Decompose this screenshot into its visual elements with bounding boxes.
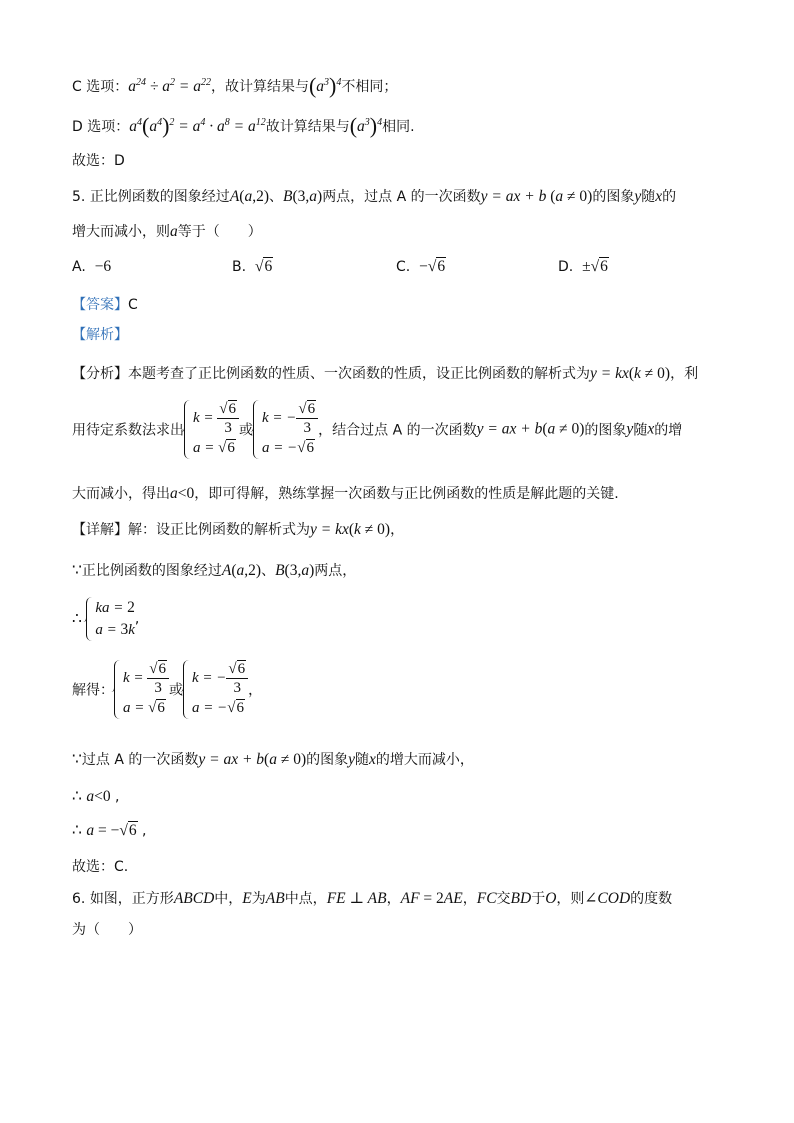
text: 的图象 <box>584 422 627 439</box>
detail-line5: ∴ a = −√6 , <box>72 822 147 839</box>
math-var: E <box>242 890 252 907</box>
text: 正比例函数的图象经过 <box>89 189 230 205</box>
question-number: 5. <box>72 189 86 205</box>
answer-line <box>72 295 138 315</box>
text: ， <box>390 522 405 538</box>
option-value: −6 <box>94 258 112 275</box>
math-expr: y = ax + b (a ≠ 0) <box>480 188 593 205</box>
text: 的图象 <box>592 189 635 205</box>
math-expr: $(a^3)^4$ <box>308 73 342 98</box>
math-expr: y = kx(k ≠ 0) <box>590 365 671 382</box>
math-expr: $a^4(a^4)^2 = a^4 \cdot a^8 = a^{12}$ <box>129 113 266 138</box>
text: 等于（ ） <box>177 224 262 240</box>
comma: , <box>134 611 140 627</box>
text: ， <box>462 891 477 907</box>
math-var: O <box>545 890 557 907</box>
text: 的增 <box>654 422 683 439</box>
or-text: 或 <box>169 682 184 699</box>
detail-line1 <box>72 520 404 540</box>
math-var: x <box>647 420 655 438</box>
math-var: y <box>626 420 634 438</box>
fenxi-line3 <box>72 484 619 504</box>
math-var: y <box>348 751 356 768</box>
option-c: C. −√6 <box>396 258 446 275</box>
detail-system <box>72 597 139 641</box>
text: 如图，正方形 <box>89 891 174 907</box>
option-letter: D. <box>558 259 574 275</box>
option-letter: C. <box>396 259 411 275</box>
text: 两点，过点 A 的一次函数 <box>322 189 481 205</box>
text: 相同. <box>382 119 415 135</box>
fenxi-tag: 【分析】 <box>72 366 128 382</box>
option-a <box>72 258 111 276</box>
question-5-line1: 5. 正比例函数的图象经过A(a,2)、B(3,a)两点，过点 A 的一次函数y = ax + b (a ≠ 0)的图象y随x的 <box>72 188 677 205</box>
text: ，故计算结果与 <box>210 79 309 95</box>
text: 随 <box>641 189 656 205</box>
option-d-label: D 选项： <box>72 119 130 135</box>
text: 两点， <box>314 563 357 579</box>
text: ，即可得解，熟练掌握一次函数与正比例函数的性质是解此题的关键. <box>194 486 619 502</box>
text: ，则 <box>556 891 585 907</box>
therefore-symbol: ∴ <box>72 822 82 839</box>
detail-final: 故选：C. <box>72 859 129 875</box>
math-var: AB <box>265 890 285 907</box>
option-letter: A. <box>72 259 86 275</box>
math-expr: y = ax + b(a ≠ 0) <box>476 420 585 438</box>
detail-line3 <box>72 750 474 770</box>
text: 解得： <box>72 682 114 699</box>
text: 的度数 <box>630 891 673 907</box>
math-expr: A(a,2) <box>221 562 262 579</box>
math-var: ABCD <box>173 890 215 907</box>
option-d: D. ±√6 <box>558 258 608 275</box>
text: 的增大而减小， <box>375 752 474 768</box>
text: 为 <box>251 891 266 907</box>
text: 故计算结果与 <box>265 119 350 135</box>
math-var: a <box>170 223 178 240</box>
math-expr: a = −√6 <box>86 822 137 839</box>
answer-tag: 【答案】 <box>72 297 128 313</box>
text: ，结合过点 A 的一次函数 <box>318 422 477 439</box>
analysis-tag: 【解析】 <box>72 327 128 343</box>
text: 中点， <box>284 891 327 907</box>
detail-solve <box>72 660 262 719</box>
equation-system: k = − $\frac{√6}{3}$ a = −√6 <box>183 660 248 719</box>
question-6-line2: 为（ ） <box>72 922 142 938</box>
because-symbol: ∵ <box>72 751 82 768</box>
therefore-symbol: ∴ <box>72 610 82 628</box>
because-symbol: ∵ <box>72 562 82 579</box>
equation-system: k = $\frac{√6}{3}$ a = √6 <box>184 400 239 459</box>
detail-line4: ∴ a<0 , <box>72 788 120 805</box>
option-d-line <box>72 113 415 138</box>
text: 解：设正比例函数的解析式为 <box>128 522 310 538</box>
math-expr: $a^{24} \div a^2 = a^{22}$ <box>128 77 211 95</box>
text: 随 <box>355 752 370 768</box>
equation-system: k = $\frac{√6}{3}$ a = √6 <box>114 660 169 719</box>
text: 正比例函数的图象经过 <box>81 563 222 579</box>
answer-prev: 故选：D <box>72 153 125 169</box>
math-expr: y = kx(k ≠ 0) <box>310 521 391 538</box>
text: 本题考查了正比例函数的性质、一次函数的性质，设正比例函数的解析式为 <box>128 366 590 382</box>
text: 用待定系数法求出 <box>72 422 184 439</box>
fenxi-line1 <box>72 364 698 384</box>
math-var: BD <box>510 890 532 907</box>
therefore-symbol: ∴ <box>72 788 82 805</box>
detail-line2: ∵正比例函数的图象经过A(a,2)、B(3,a)两点， <box>72 562 357 579</box>
text: 大而减小，得出 <box>72 486 170 502</box>
math-expr: A(a,2) <box>229 188 269 205</box>
text: 于 <box>531 891 546 907</box>
text: 交 <box>496 891 511 907</box>
option-value: 6 <box>600 258 608 275</box>
math-expr: y = ax + b(a ≠ 0) <box>198 751 307 768</box>
text: ， <box>386 891 401 907</box>
text: 增大而减小，则 <box>72 224 170 240</box>
text: 的 <box>662 189 677 205</box>
analysis-line <box>72 325 128 345</box>
text: 过点 A 的一次函数 <box>81 752 199 768</box>
question-5-line2 <box>72 222 262 242</box>
math-expr: $(a^3)^4$ <box>349 113 383 138</box>
text: 随 <box>633 422 648 439</box>
text: 或 <box>239 422 254 439</box>
math-expr: ∠COD <box>584 890 631 907</box>
answer-value: C <box>128 297 138 313</box>
equation-system: ka = 2 a = 3k <box>86 597 135 641</box>
option-value: 6 <box>264 258 273 275</box>
option-letter: B. <box>232 259 247 275</box>
math-expr: AF = 2AE <box>400 890 463 907</box>
text: 中， <box>214 891 243 907</box>
comma: ， <box>248 682 263 699</box>
option-c-line <box>72 73 398 98</box>
equation-system: k = − $\frac{√6}{3}$ a = −√6 <box>253 400 318 459</box>
math-var: x <box>655 188 663 205</box>
math-var: FC <box>476 890 497 907</box>
math-expr: B(3,a) <box>275 562 315 579</box>
question-6-line1 <box>72 889 672 909</box>
question-number: 6. <box>72 891 86 907</box>
math-var: x <box>369 751 376 768</box>
option-value: 6 <box>437 258 446 275</box>
math-expr: a<0 <box>170 485 195 502</box>
math-expr: B(3,a) <box>283 188 323 205</box>
text: 不相同； <box>341 79 398 95</box>
math-expr: a<0 <box>86 788 111 805</box>
option-c-label: C 选项： <box>72 79 129 95</box>
option-b: B. √6 <box>232 258 273 275</box>
fenxi-line2 <box>72 400 682 459</box>
math-var: y <box>634 188 642 205</box>
text: ，利 <box>670 366 699 382</box>
detail-tag: 【详解】 <box>72 522 128 538</box>
math-expr: FE ⊥ AB <box>326 890 387 907</box>
text: 的图象 <box>306 752 349 768</box>
